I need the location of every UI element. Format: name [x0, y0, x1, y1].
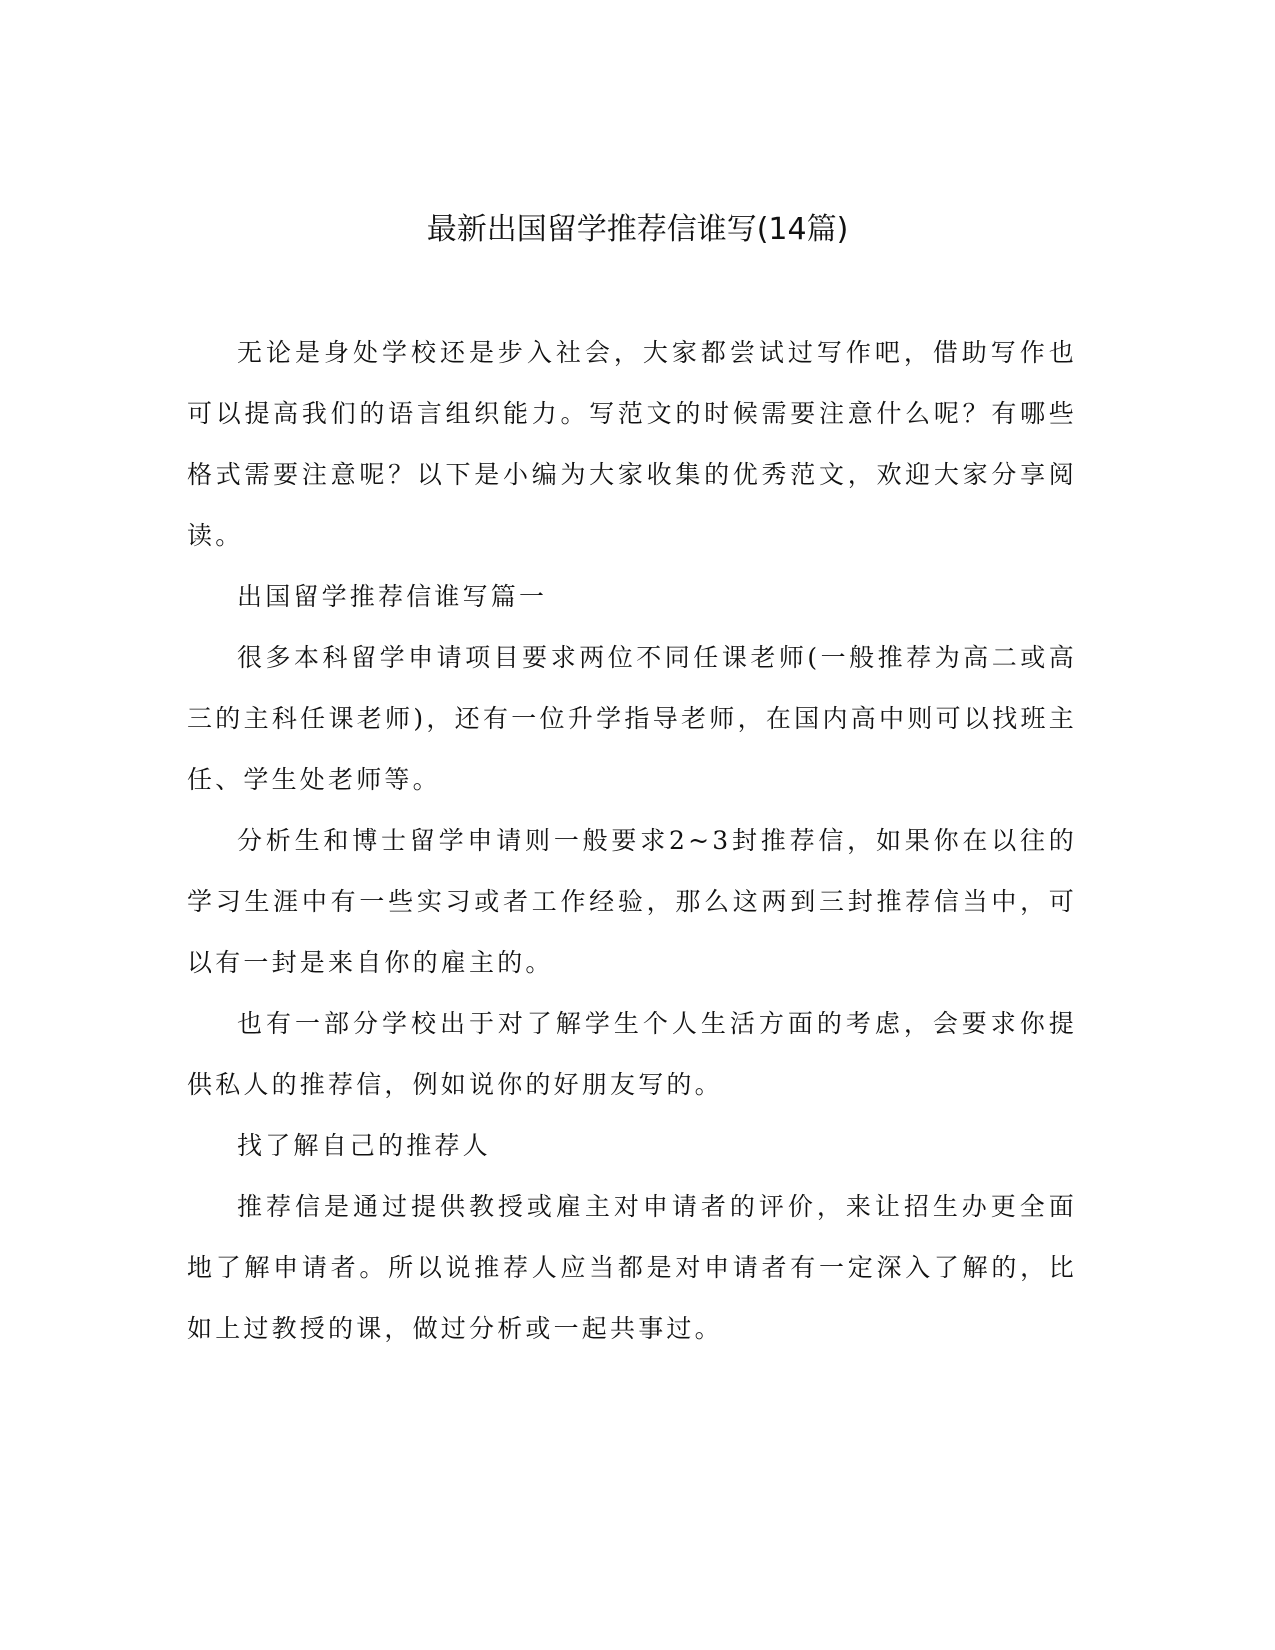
paragraph-undergrad-requirements: 很多本科留学申请项目要求两位不同任课老师(一般推荐为高二或高三的主科任课老师)，还有一位升学指导老师，在国内高中则可以找班主任、学生处老师等。: [187, 643, 1077, 794]
paragraph-intro: 无论是身处学校还是步入社会，大家都尝试过写作吧，借助写作也可以提高我们的语言组织能力。写范文的时候需要注意什么呢？有哪些格式需要注意呢？以下是小编为大家收集的优秀范文，欢迎大家分享阅读。: [187, 338, 1077, 550]
paragraph-grad-requirements: 分析生和博士留学申请则一般要求2~3封推荐信，如果你在以往的学习生涯中有一些实习或者工作经验，那么这两到三封推荐信当中，可以有一封是来自你的雇主的。: [187, 826, 1077, 977]
section-heading-1: 出国留学推荐信谁写篇一: [237, 582, 548, 611]
paragraph-personal-letter: 也有一部分学校出于对了解学生个人生活方面的考虑，会要求你提供私人的推荐信，例如说你的好朋友写的。: [187, 1009, 1077, 1099]
document-body: [187, 322, 1077, 1359]
document-title: 最新出国留学推荐信谁写(14篇): [426, 212, 849, 247]
paragraph-recommender-purpose: 推荐信是通过提供教授或雇主对申请者的评价，来让招生办更全面地了解申请者。所以说推荐人应当都是对申请者有一定深入了解的，比如上过教授的课，做过分析或一起共事过。: [187, 1192, 1077, 1343]
section-heading-2: 找了解自己的推荐人: [237, 1131, 491, 1160]
